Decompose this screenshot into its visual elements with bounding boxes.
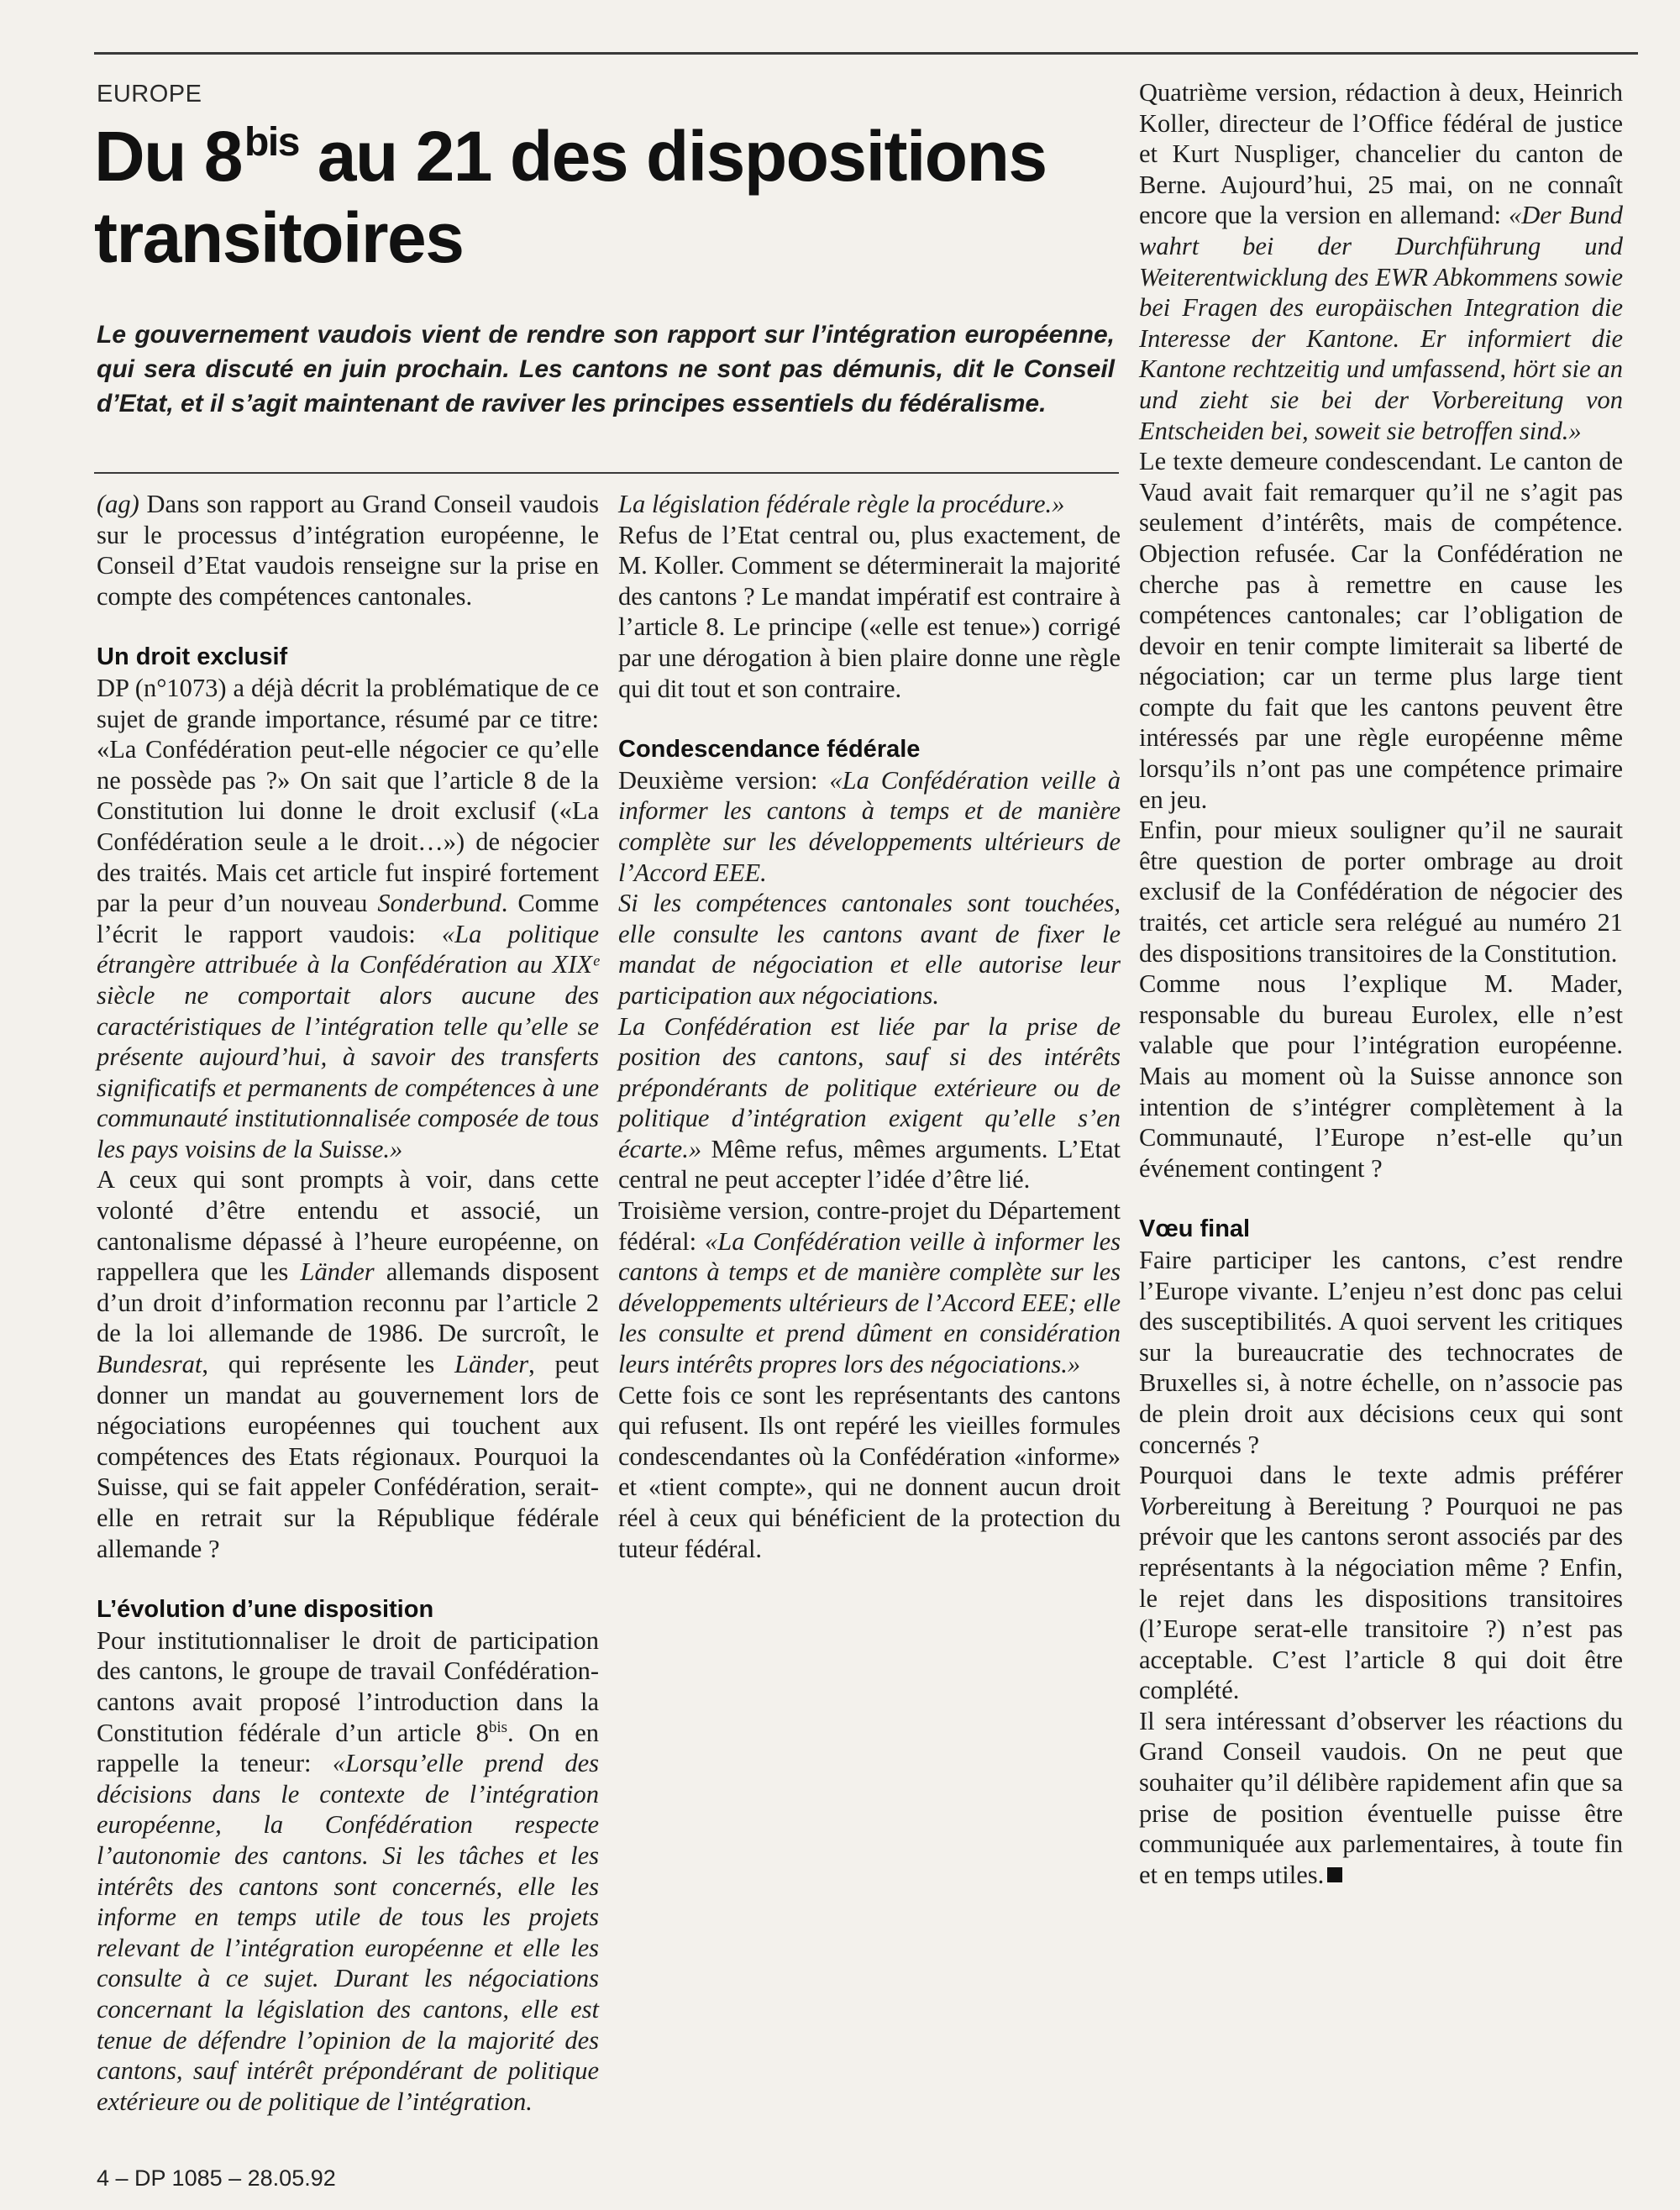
paragraph: Pour institutionnaliser le droit de participation des cantons, le groupe de travail Confédération-cantons avait proposé l’introduction dans la Constitution fédérale d’un article $8^{bis}$. On en rappelle la teneur: «Lorsqu’elle prend des décisions dans le contexte de l’intégration européenne, la Confédération respecte l’autonomie des cantons. Si les tâches et les intérêts des cantons sont concernés, elle les informe en temps utile de tous les projets relevant de l’intégration européenne et elle les consulte à ce sujet. Durant les négociations concernant la législation des cantons, elle est tenue de défendre l’opinion de la majorité des cantons, sauf intérêt prépondérant de politique extérieure ou de politique de l’intégration. xyxy=(97,1625,599,2116)
paragraph: La Confédération est liée par la prise de position des cantons, sauf si des intérêts prépondérants de politique extérieure ou de politique d’intégration exigent qu’elle s’en écarte.» Même refus, mêmes arguments. L’Etat central ne peut accepter l’idée d’être lié. xyxy=(618,1011,1121,1194)
top-rule xyxy=(94,52,1638,55)
subhead-condescendance: Condescendance fédérale xyxy=(618,736,921,764)
paragraph: Si les compétences cantonales sont touchées, elle consulte les cantons avant de fixer le mandat de négociation et elle autorise leur participation aux négociations. xyxy=(618,889,1121,1010)
paragraph: A ceux qui sont prompts à voir, dans cette volonté d’être entendu et associé, un cantonalisme dépassé à l’heure européenne, on rappellera que les Länder allemands disposent d’un droit d’information reconnu par l’article 2 de la loi allemande de 1986. De surcroît, le Bundesrat, qui représente les Länder, peut donner un mandat au gouvernement lors de négociations européennes qui touchent aux compétences des Etats régionaux. Pourquoi la Suisse, qui se fait appeler Confédération, serait-elle en retrait sur la République fédérale allemande ? xyxy=(97,1165,599,1563)
column-1 xyxy=(97,489,599,2117)
paragraph: Il sera intéressant d’observer les réactions du Grand Conseil vaudois. On ne peut que souhaiter qu’il délibère rapidement afin que sa prise de position éventuelle puisse être communiquée aux parlementaires, à toute fin et en temps utiles. xyxy=(1139,1706,1623,1889)
byline-initials: (ag) xyxy=(97,490,139,518)
intro-paragraph xyxy=(97,489,599,612)
end-of-article-mark xyxy=(1327,1867,1342,1882)
column-3 xyxy=(1139,77,1623,1890)
headline-part-a: Du 8 xyxy=(94,117,243,196)
subhead-evolution: L’évolution d’une disposition xyxy=(97,1596,434,1624)
page-folio: 4 – DP 1085 – 28.05.92 xyxy=(97,2165,336,2191)
subhead-voeu-final: Vœu final xyxy=(1139,1215,1251,1243)
paragraph: Enfin, pour mieux souligner qu’il ne saurait être question de porter ombrage au droit exclusif de la Confédération de négocier des traités, cet article sera relégué au numéro 21 des dispositions transitoires de la Constitution. xyxy=(1139,816,1623,968)
standfirst-rule xyxy=(94,472,1119,474)
column-2 xyxy=(618,489,1121,1564)
paragraph: Quatrième version, rédaction à deux, Heinrich Koller, directeur de l’Office fédéral de justice et Kurt Nuspliger, chancelier du canton de Berne. Aujourd’hui, 25 mai, on ne connaît encore que la version en allemand: «Der Bund wahrt bei der Durchführung und Weiterentwicklung des EWR Abkommens sowie bei Fragen des europäischen Integration die Interesse der Kantone. Er informiert die Kantone rechtzeitig und umfassend, hört sie an und zieht sie bei der Vorbereitung von Entscheiden bei, soweit sie betroffen sind.» xyxy=(1139,78,1623,445)
headline-part-b: au 21 des dispositions transitoires xyxy=(94,117,1047,277)
standfirst: Le gouvernement vaudois vient de rendre son rapport sur l’intégration européenne, qui sera discuté en juin prochain. Les cantons ne sont pas démunis, dit le Conseil d’Etat, et il s’agit maintenant de raviver les principes essentiels du fédéralisme. xyxy=(97,321,1115,417)
paragraph: La législation fédérale règle la procédure.» xyxy=(618,490,1065,518)
headline xyxy=(94,116,1110,279)
paragraph: Cette fois ce sont les représentants des cantons qui refusent. Ils ont repéré les vieilles formules condescendantes où la Confédération «informe» et «tient compte», qui ne donnent aucun droit réel à ceux qui bénéficient de la protection du tuteur fédéral. xyxy=(618,1380,1121,1563)
intro-text: Dans son rapport au Grand Conseil vaudois sur le processus d’intégration européenne, le Conseil d’Etat vaudois renseigne sur la prise en compte des compétences cantonales. xyxy=(97,490,599,611)
subhead-droit-exclusif: Un droit exclusif xyxy=(97,643,288,671)
paragraph: Le texte demeure condescendant. Le canton de Vaud avait fait remarquer qu’il ne s’agit pas seulement d’intérêts, mais de compétence. Objection refusée. Car la Confédération ne cherche pas à remettre en cause les compétences cantonales; car l’obligation de devoir en tenir compte limiterait sa liberté de négociation; car un terme plus large tient compte du fait que les cantons peuvent être intéressés par une règle européenne même lorsqu’ils n’ont pas une compétence primaire en jeu. xyxy=(1139,447,1623,814)
paragraph: Pourquoi dans le texte admis préférer Vorbereitung à Bereitung ? Pourquoi ne pas prévoir que les cantons seront associés par des représentants à la négociation même ? Enfin, le rejet dans les dispositions transitoires (l’Europe serat-elle transitoire ?) n’est pas acceptable. C’est l’article 8 qui doit être complété. xyxy=(1139,1461,1623,1705)
paragraph: DP (n°1073) a déjà décrit la problématique de ce sujet de grande importance, résumé par ce titre: «La Confédération peut-elle négocier ce qu’elle ne possède pas ?» On sait que l’article 8 de la Constitution lui donne le droit exclusif («La Confédération seule a le droit…») de négocier des traités. Mais cet article fut inspiré fortement par la peur d’un nouveau Sonderbund. Comme l’écrit le rapport vaudois: «La politique étrangère attribuée à la Confédération au XIXᵉ siècle ne comportait alors aucune des caractéristiques de l’intégration telle qu’elle se présente aujourd’hui, à savoir des transferts significatifs et permanents de compétences à une communauté institutionnalisée composée de tous les pays voisins de la Suisse.» xyxy=(97,673,599,1163)
paragraph: Deuxième version: «La Confédération veille à informer les cantons à temps et de manière complète sur les développements ultérieurs de l’Accord EEE. xyxy=(618,765,1121,887)
paragraph: Faire participer les cantons, c’est rendre l’Europe vivante. L’enjeu n’est donc pas celui des susceptibilités. A quoi servent les critiques sur la bureaucratie des technocrates de Bruxelles si, à notre échelle, on n’associe pas de plein droit aux décisions ceux qui sont concernés ? xyxy=(1139,1245,1623,1459)
paragraph: Troisième version, contre-projet du Département fédéral: «La Confédération veille à informer les cantons à temps et de manière complète sur les développements ultérieurs de l’Accord EEE; elle les consulte et prend dûment en considération leurs intérêts propres lors des négociations.» xyxy=(618,1196,1121,1379)
paragraph: Refus de l’Etat central ou, plus exactement, de M. Koller. Comment se déterminerait la majorité des cantons ? Le mandat impératif est contraire à l’article 8. Le principe («elle est tenue») corrigé par une dérogation à bien plaire donne une règle qui dit tout et son contraire. xyxy=(618,520,1121,703)
section-rubric: EUROPE xyxy=(97,81,202,108)
paragraph: Comme nous l’explique M. Mader, responsable du bureau Eurolex, elle n’est valable que pour l’intégration européenne. Mais au moment où la Suisse annonce son intention de s’intégrer complètement à la Communauté, l’Europe n’est-elle qu’un événement contingent ? xyxy=(1139,969,1623,1183)
headline-superscript: bis xyxy=(244,120,299,165)
